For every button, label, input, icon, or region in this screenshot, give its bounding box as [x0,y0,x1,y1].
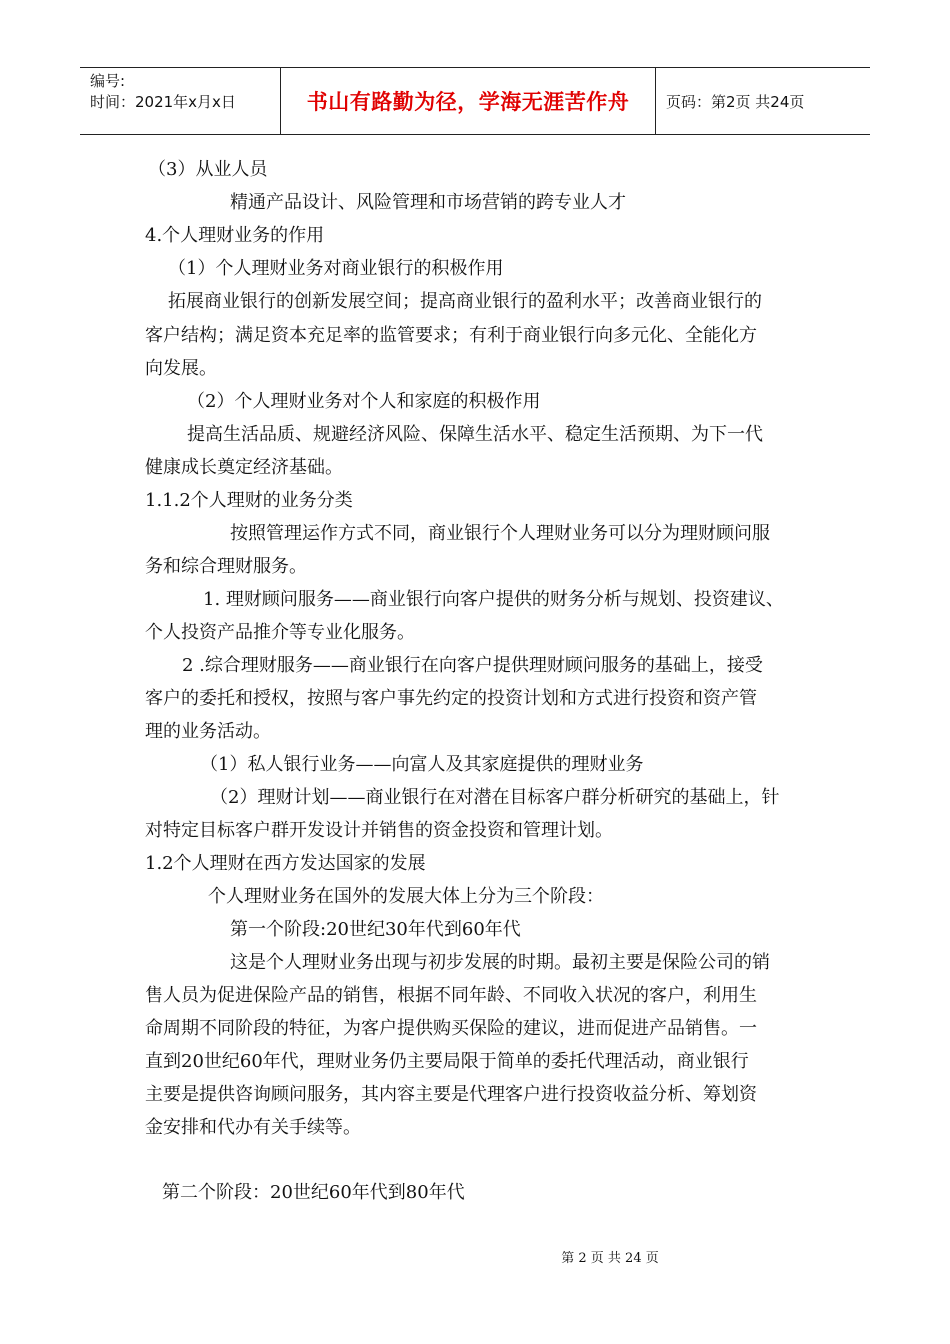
body-line: （3）从业人员 [148,159,268,180]
body-line: 向发展。 [145,358,217,379]
body-line: 精通产品设计、风险管理和市场营销的跨专业人才 [230,192,626,213]
body-line: 客户的委托和授权，按照与客户事先约定的投资计划和方式进行投资和资产管 [145,688,757,709]
body-line: 直到20世纪60年代，理财业务仍主要局限于简单的委托代理活动，商业银行 [145,1051,749,1072]
page-footer: 第 2 页 共 24 页 [561,1251,659,1266]
body-line: 金安排和代办有关手续等。 [145,1117,361,1138]
body-line: 1. 理财顾问服务——商业银行向客户提供的财务分析与规划、投资建议、 [203,589,784,610]
body-line: 主要是提供咨询顾问服务，其内容主要是代理客户进行投资收益分析、筹划资 [145,1084,757,1105]
body-line: 命周期不同阶段的特征，为客户提供购买保险的建议，进而促进产品销售。一 [145,1018,757,1039]
body-line: 健康成长奠定经济基础。 [145,457,343,478]
section-heading: 1.1.2个人理财的业务分类 [145,490,353,511]
body-line: （2）理财计划——商业银行在对潜在目标客户群分析研究的基础上，针 [210,787,780,808]
header-motto: 书山有路勤为径，学海无涯苦作舟 [281,68,656,134]
body-line: 这是个人理财业务出现与初步发展的时期。最初主要是保险公司的销 [230,952,770,973]
body-line: 个人投资产品推介等专业化服务。 [145,622,415,643]
code-label: 编号: [90,72,126,90]
time-label: 时间：2021年x月x日 [90,93,236,111]
section-heading: 1.2个人理财在西方发达国家的发展 [145,853,426,874]
body-line: 2 .综合理财服务——商业银行在向客户提供理财顾问服务的基础上，接受 [182,655,763,676]
body-line: 第一个阶段:20世纪30年代到60年代 [230,919,521,940]
body-line: 拓展商业银行的创新发展空间；提高商业银行的盈利水平；改善商业银行的 [168,291,762,312]
section-heading: 第二个阶段：20世纪60年代到80年代 [162,1182,465,1203]
body-line: 按照管理运作方式不同，商业银行个人理财业务可以分为理财顾问服 [230,523,770,544]
body-line: 客户结构；满足资本充足率的监管要求；有利于商业银行向多元化、全能化方 [145,325,757,346]
body-line: 对特定目标客户群开发设计并销售的资金投资和管理计划。 [145,820,613,841]
body-line: 个人理财业务在国外的发展大体上分为三个阶段： [208,886,604,907]
header-left-cell [80,68,281,134]
header-page-info: 页码：第2页 共24页 [666,92,805,111]
body-line: （1）私人银行业务——向富人及其家庭提供的理财业务 [200,754,644,775]
body-line: （1）个人理财业务对商业银行的积极作用 [168,258,504,279]
body-line: 提高生活品质、规避经济风险、保障生活水平、稳定生活预期、为下一代 [187,424,763,445]
document-header [80,67,870,135]
body-line: 售人员为促进保险产品的销售，根据不同年龄、不同收入状况的客户，利用生 [145,985,757,1006]
section-heading: 4.个人理财业务的作用 [145,225,325,246]
body-line: （2）个人理财业务对个人和家庭的积极作用 [187,391,541,412]
body-line: 理的业务活动。 [145,721,271,742]
body-line: 务和综合理财服务。 [145,556,307,577]
